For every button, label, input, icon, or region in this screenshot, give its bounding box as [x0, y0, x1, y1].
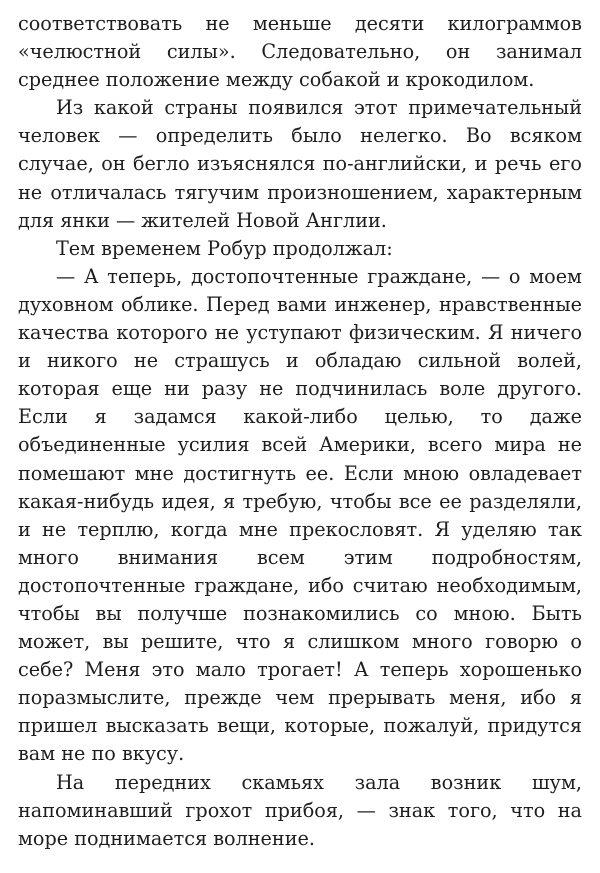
- paragraph-1: соответствовать не меньше десяти килограммов «челюстной силы». Следовательно, он занимал среднее положение между собакой и крокодилом.: [18, 12, 582, 92]
- paragraph-3: Тем временем Робур продолжал:: [56, 236, 393, 260]
- paragraph-2: Из какой страны появился этот примечательный человек — определить было нелегко. Во всяком случае, он бегло изъяснялся по-английски, и речь его не отличалась тягучим произношением, характерным для янки — жителей Новой Англии.: [18, 96, 582, 232]
- paragraph-4: — А теперь, достопочтенные граждане, — о моем духовном облике. Перед вами инженер, нравственные качества которого не уступают физическим. Я ничего и никого не страшусь и обладаю сильной волей, которая еще ни разу не подчинилась воле другого. Если я задамся какой-либо целью, то даже объединенные усилия всей Америки, всего мира не помешают мне достигнуть ее. Если мною овладевает какая-нибудь идея, я требую, чтобы все ее разделяли, и не терплю, когда мне прекословят. Я уделяю так много внимания всем этим подробностям, достопочтенные граждане, ибо считаю необходимым, чтобы вы получше познакомились со мною. Быть может, вы решите, что я слишком много говорю о себе? Меня это мало трогает! А теперь хорошенько поразмыслите, прежде чем прерывать меня, ибо я пришел высказать вещи, которые, пожалуй, придутся вам не по вкусу.: [18, 264, 582, 766]
- paragraph-5: На передних скамьях зала возник шум, напоминавший грохот прибоя, — знак того, что на море поднимается волнение.: [18, 770, 582, 850]
- document-page: [18, 10, 582, 853]
